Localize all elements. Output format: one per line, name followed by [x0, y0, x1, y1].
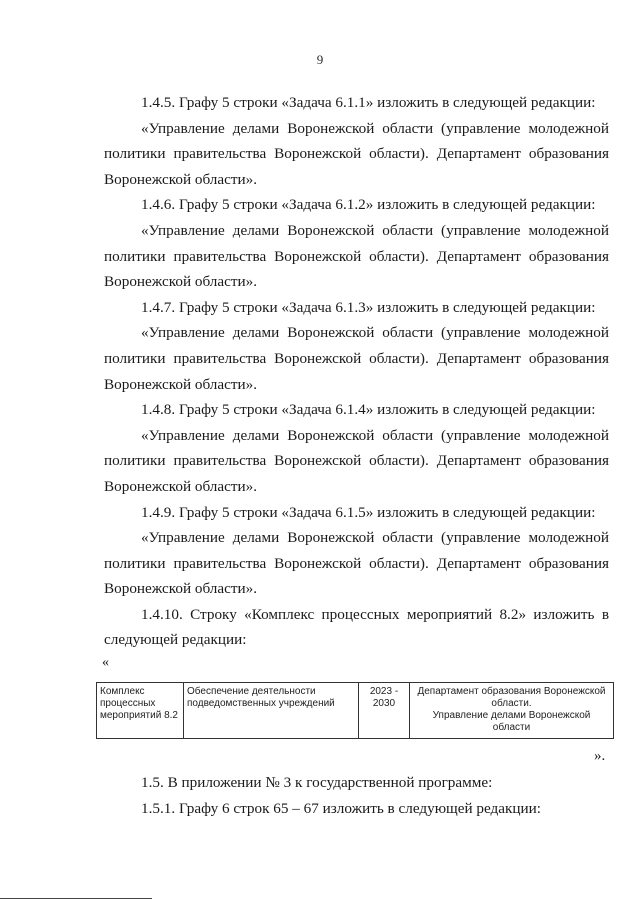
table-cell-name: Обеспечение деятельности подведомственных учреждений — [184, 683, 359, 739]
paragraph: 1.4.5. Графу 5 строки «Задача 6.1.1» изложить в следующей редакции: — [141, 94, 596, 111]
paragraph: 1.4.9. Графу 5 строки «Задача 6.1.5» изложить в следующей редакции: — [141, 503, 596, 521]
paragraph: 1.4.7. Графу 5 строки «Задача 6.1.3» изложить в следующей редакции: — [141, 298, 596, 316]
table-cell-period: 2023 - 2030 — [359, 683, 410, 739]
responsible-line-2: Управление делами Воронежской области — [432, 710, 591, 733]
closing-quote-mark: ». — [594, 748, 606, 764]
paragraph: «Управление делами Воронежской области (управление молодежной политики правительства Воронежской области). Департамент образования Воронежской области». — [104, 119, 609, 188]
paragraph: 1.5.1. Графу 6 строк 65 – 67 изложить в следующей редакции: — [141, 800, 541, 817]
paragraph: «Управление делами Воронежской области (управление молодежной политики правительства Воронежской области). Департамент образования Воронежской области». — [104, 324, 609, 393]
table-cell-program: Комплекс процессных мероприятий 8.2 — [97, 683, 184, 739]
paragraph: 1.4.8. Графу 5 строки «Задача 6.1.4» изложить в следующей редакции: — [141, 401, 596, 419]
program-table — [96, 682, 614, 739]
paragraph: «Управление делами Воронежской области (управление молодежной политики правительства Воронежской области). Департамент образования Воронежской области». — [104, 426, 609, 495]
paragraph: 1.5. В приложении № 3 к государственной программе: — [141, 774, 493, 791]
paragraph: «Управление делами Воронежской области (управление молодежной политики правительства Воронежской области). Департамент образования Воронежской области». — [104, 529, 609, 598]
footnote-separator — [0, 898, 152, 899]
document-body — [104, 90, 609, 653]
table-row — [97, 683, 614, 739]
opening-quote-mark: « — [102, 655, 109, 670]
paragraph: 1.4.6. Графу 5 строки «Задача 6.1.2» изложить в следующей редакции: — [141, 196, 596, 214]
table-cell-responsible — [410, 683, 614, 739]
paragraph: «Управление делами Воронежской области (управление молодежной политики правительства Воронежской области). Департамент образования Воронежской области». — [104, 221, 609, 291]
paragraph: 1.4.10. Строку «Комплекс процессных мероприятий 8.2» изложить в следующей редакции: — [104, 605, 609, 649]
responsible-line-1: Департамент образования Воронежской области. — [417, 686, 606, 709]
page-number: 9 — [316, 52, 324, 67]
